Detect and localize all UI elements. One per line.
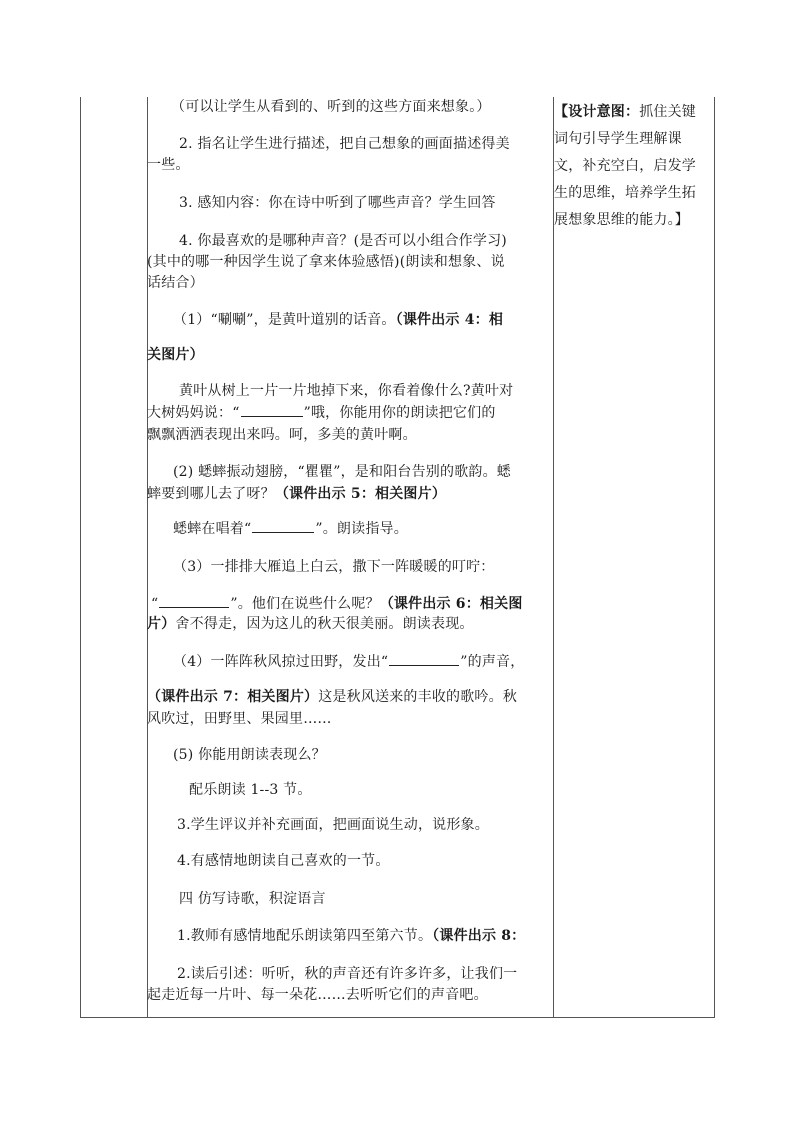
fill-blank xyxy=(252,520,314,533)
design-intent-line-4: 生的思维，培养学生拓 xyxy=(554,185,696,201)
text-line-11 xyxy=(147,403,496,423)
text-span: 蟀要到哪儿去了呀？ xyxy=(147,486,275,502)
design-intent-line-3: 文，补充空白，启发学 xyxy=(554,158,696,174)
text-span: （1）“唰唰”，是黄叶道别的话音。 xyxy=(173,312,396,328)
courseware-note: （课件出示 6：相关图 xyxy=(379,596,523,612)
text-line-13: (2) 蟋蟀振动翅膀，“瞿瞿”，是和阳台告别的歌韵。蟋 xyxy=(173,464,511,480)
text-span: ”。朗读指导。 xyxy=(315,521,408,537)
courseware-note: 关图片） xyxy=(147,347,204,363)
text-line-16: （3）一排排大雁追上白云，撒下一阵暖暖的叮咛： xyxy=(173,559,495,575)
text-line-10: 黄叶从树上一片一片地掉下来，你看着像什么?黄叶对 xyxy=(179,383,514,399)
text-span: 这是秋风送来的丰收的歌吟。秋 xyxy=(318,689,518,705)
text-line-29: 起走近每一片叶、每一朵花……去听听它们的声音吧。 xyxy=(147,987,488,1003)
text-span: “ xyxy=(151,596,159,612)
text-line-20 xyxy=(147,687,517,707)
text-line-19 xyxy=(173,652,524,672)
text-line-25: 4.有感情地朗读自己喜欢的一节。 xyxy=(177,853,390,869)
text-span: 抓住关键 xyxy=(639,104,697,120)
text-span: ”。他们在说些什么呢？ xyxy=(230,596,380,612)
text-line-21: 风吹过，田野里、果园里…… xyxy=(147,711,332,727)
fill-blank xyxy=(241,404,303,417)
courseware-note: （课件出示 4：相 xyxy=(395,312,504,328)
text-span: 大树妈妈说：“ xyxy=(147,405,240,421)
text-line-6: (其中的哪一种因学生说了拿来体验感悟)(朗读和想象、说 xyxy=(147,254,505,270)
design-intent-line-2: 词句引导学生理解课 xyxy=(554,131,682,147)
lesson-content-column xyxy=(147,97,552,1017)
courseware-note: （课件出示 7：相关图片） xyxy=(147,689,319,705)
text-span: ”哦，你能用你的朗读把它们的 xyxy=(303,405,496,421)
text-line-7: 话结合） xyxy=(147,275,204,291)
text-line-4: 3. 感知内容：你在诗中听到了哪些声音？学生回答 xyxy=(179,195,496,211)
text-line-23: 配乐朗读 1--3 节。 xyxy=(189,782,312,798)
fill-blank xyxy=(159,595,229,608)
text-line-22: (5) 你能用朗读表现么？ xyxy=(173,747,326,763)
text-line-3: 一些。 xyxy=(147,157,190,173)
text-span: ”的声音， xyxy=(460,654,525,670)
text-line-8 xyxy=(173,310,503,330)
text-line-9 xyxy=(147,345,204,365)
text-line-2: 2. 指名让学生进行描述，把自己想象的画面描述得美 xyxy=(179,136,510,152)
text-line-28: 2.读后引述：听听，秋的声音还有许多许多，让我们一 xyxy=(177,966,518,982)
design-intent-column xyxy=(554,97,712,1017)
text-line-18 xyxy=(147,614,474,634)
text-line-1: （可以让学生从看到的、听到的这些方面来想象。） xyxy=(171,99,491,115)
text-line-27 xyxy=(177,926,525,946)
section-heading: 四 仿写诗歌，积淀语言 xyxy=(179,891,326,907)
text-span: （4）一阵阵秋风掠过田野，发出“ xyxy=(173,654,389,670)
design-intent-line-1 xyxy=(554,102,696,122)
text-span: 蟋蟀在唱着“ xyxy=(173,521,252,537)
courseware-note: （课件出示 5：相关图片） xyxy=(274,486,447,502)
courseware-note: 片） xyxy=(147,616,176,632)
fill-blank xyxy=(389,653,459,666)
design-intent-line-5: 展想象思维的能力。】 xyxy=(554,212,689,228)
text-span: 1.教师有感情地配乐朗读第四至第六节。 xyxy=(177,928,433,944)
text-line-24: 3.学生评议并补充画面，把画面说生动，说形象。 xyxy=(177,817,489,833)
design-intent-label: 【设计意图： xyxy=(554,104,640,120)
text-span: 舍不得走，因为这儿的秋天很美丽。朗读表现。 xyxy=(175,616,474,632)
text-line-15 xyxy=(173,519,408,539)
text-line-14 xyxy=(147,484,446,504)
courseware-note: （课件出示 8： xyxy=(432,928,526,944)
text-line-5: 4. 你最喜欢的是哪种声音？(是否可以小组合作学习) xyxy=(179,233,507,249)
text-line-12: 飘飘洒洒表现出来吗。呵，多美的黄叶啊。 xyxy=(147,427,417,443)
text-line-17 xyxy=(151,594,523,614)
